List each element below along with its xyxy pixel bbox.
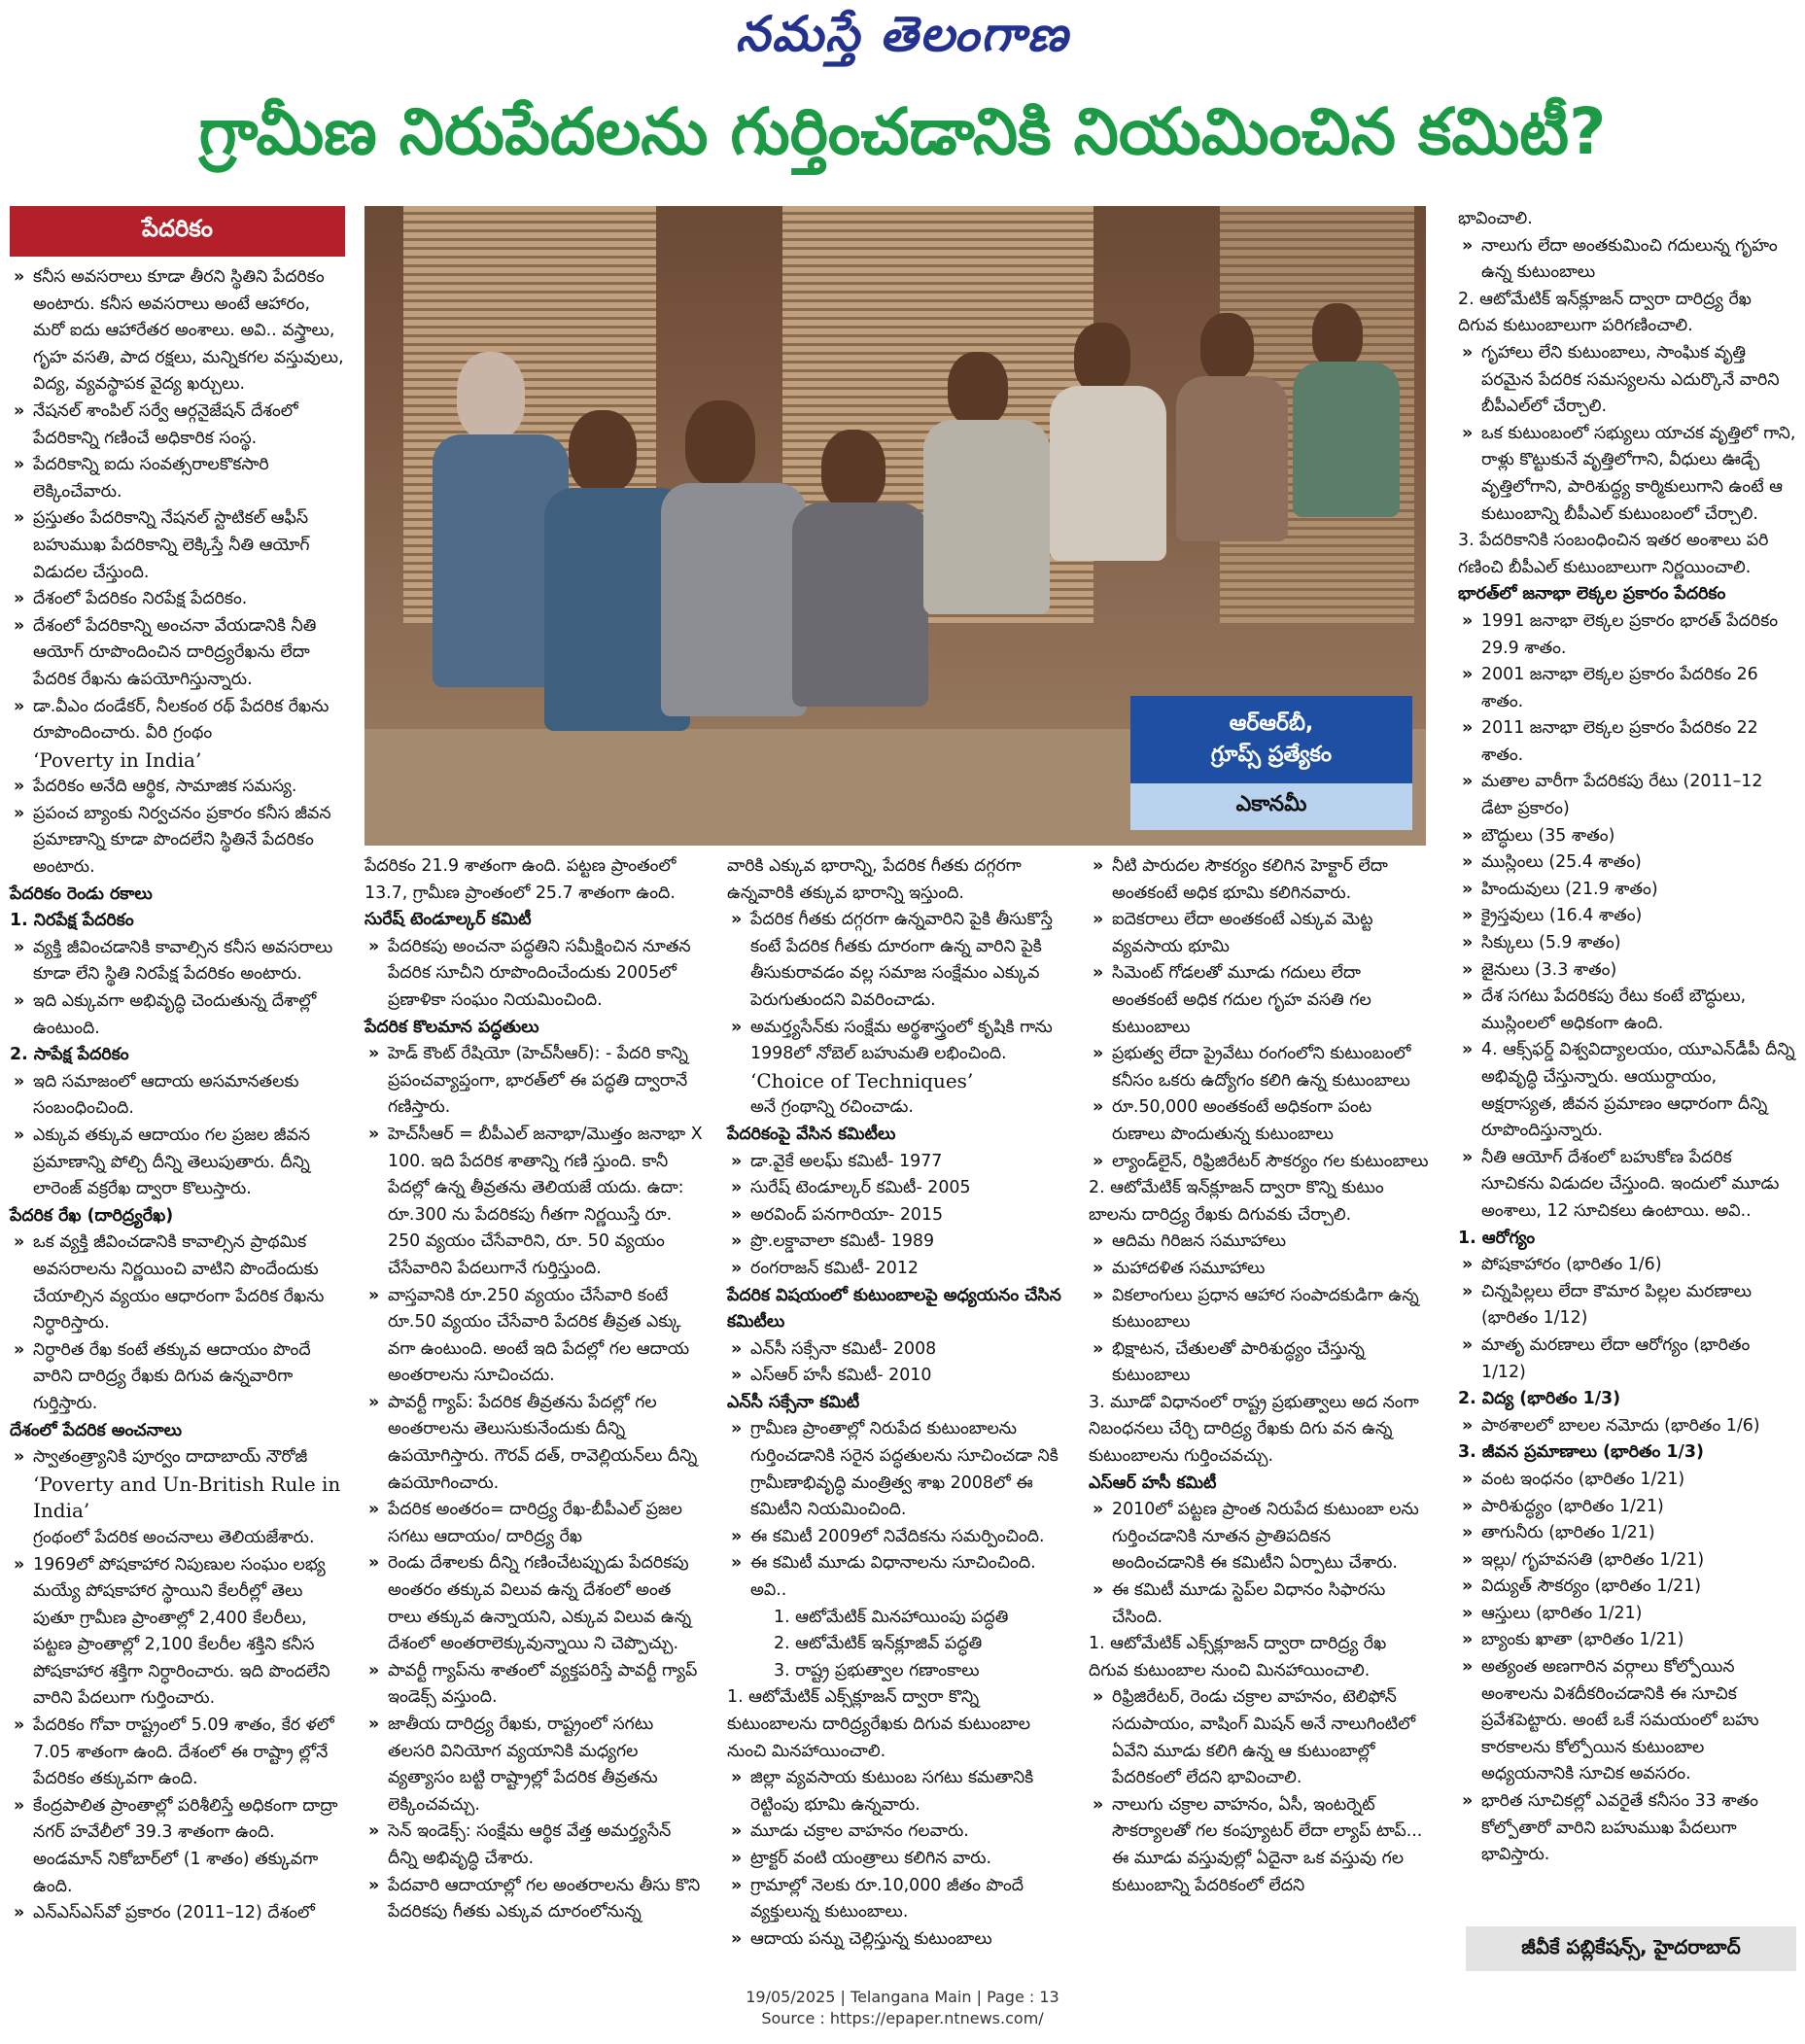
person-head: [948, 352, 1008, 426]
bullet-item: » దేశ సగటు పేదరికపు రేటు కంటే బౌద్ధులు, ముస్లింలలో అధికంగా ఉంది.: [1458, 984, 1796, 1037]
bullet-item: » ఒక వ్యక్తి జీవించడానికి కావాల్సిన ప్రాథమిక అవసరాలను నిర్ణయించి వాటిని పొందేందుకు చేయాల్సిన వ్యయం ఆధారంగా పేదరిక రేఖను నిర్ధారిస్తారు.: [10, 1230, 345, 1336]
bullet-item: » ట్రాక్టర్ వంటి యంత్రాలు కలిగిన వారు.: [727, 1846, 1067, 1873]
bullet-item: » ప్రపంచ బ్యాంకు నిర్వచనం ప్రకారం కనీస జీవన ప్రమాణాన్ని కూడా పొందలేని స్థితినే పేదరికం అంటారు.: [10, 801, 345, 882]
person-body: [1176, 376, 1288, 541]
bullet-item: » ఎస్‌ఆర్ హసీ కమిటీ- 2010: [727, 1363, 1067, 1390]
person-head: [457, 352, 525, 439]
person-body: [1293, 362, 1400, 517]
numbered-item: 3. పేదరికానికి సంబంధించిన ఇతర అంశాలు పరి గణించి బీపీఎల్ కుటుంబాలుగా నిర్ణయించాలి.: [1458, 531, 1769, 577]
bullet-item: » ఐదెకరాలు లేదా అంతకంటే ఎక్కువ మెట్ట వ్యవసాయ భూమి: [1089, 907, 1429, 960]
bullet-item: » రిఫ్రిజిరేటర్, రెండు చక్రాల వాహనం, టెలిఫోన్ సదుపాయం, వాషింగ్ మిషన్ అనే నాలుగింటిలో ఏవేని మూడు కలిగి ఉన్న ఆ కుటుంబాల్లో పేదరికంలో లేదని భావించాలి.: [1089, 1684, 1429, 1791]
bullet-item: » గ్రామాల్లో నెలకు రూ.10,000 జీతం పొందే వ్యక్తులున్న కుటుంబాలు.: [727, 1873, 1067, 1926]
subheading: 2. సాపేక్ష పేదరికం: [10, 1045, 129, 1065]
column-2: [364, 853, 705, 1926]
bullet-item: » అత్యంత అణగారిన వర్గాలు కోల్పోయిన అంశాలను విశదీకరించడానికి ఈ సూచిక ప్రవేశపెట్టారు. అంటే ఒకే సమయంలో బహు కారకాలను కోల్పోయిన కుటుంబాల అధ్యయనానికి సూచిక అవసరం.: [1458, 1654, 1796, 1788]
bullet-item: » నీటి పారుదల సౌకర్యం కలిగిన హెక్టార్ లేదా అంతకంటే అధిక భూమి కలిగినవారు.: [1089, 853, 1429, 907]
bullet-item: » డా.వీఎం దండేకర్, నీలకంఠ రథ్ పేదరిక రేఖను రూపొందించారు. వీరి గ్రంథం: [10, 694, 345, 747]
bullet-item: » పేదరికం గోవా రాష్ట్రంలో 5.09 శాతం, కేర ళలో 7.05 శాతంగా ఉంది. దేశంలో ఈ రాష్ట్రా ల్లోనే పేదరికం తక్కువగా ఉంది.: [10, 1713, 345, 1793]
paragraph: వారికి ఎక్కువ భారాన్ని, పేదరిక గీతకు దగ్గరగా ఉన్నవారికి తక్కువ భారాన్ని ఇస్తుంది.: [727, 856, 1022, 903]
subheading: పేదరిక విషయంలో కుటుంబాలపై అధ్యయనం చేసిన కమిటీలు: [727, 1285, 1061, 1333]
bullet-item: » విద్యుత్ సౌకర్యం (భారితం 1/21): [1458, 1574, 1796, 1601]
bullet-item: » ఎన్‌ఎస్‌ఎస్‌వో ప్రకారం (2011–12) దేశంలో: [10, 1900, 345, 1927]
bullet-item: » రంగరాజన్ కమిటీ- 2012: [727, 1256, 1067, 1283]
bullet-item: » మతాల వారీగా పేదరికపు రేటు (2011–12 డేటా ప్రకారం): [1458, 769, 1796, 822]
person-head: [1200, 313, 1254, 381]
numbered-subitem: 2. ఆటోమేటిక్ ఇన్‌క్లూజివ్ పద్ధతి: [774, 1634, 983, 1654]
bullet-item: » పేదరిక గీతకు దగ్గరగా ఉన్నవారిని పైకి తీసుకొస్తే కంటే పేదరిక గీతకు దూరంగా ఉన్న వారిని పైకి తీసుకురావడం వల్ల సమాజ సంక్షేమం ఎక్కువ పెరుగుతుందని వివరించాడు.: [727, 907, 1067, 1014]
tag-subject: ఎకానమీ: [1130, 783, 1412, 830]
column-3: [727, 853, 1067, 1953]
bullet-item: » చిన్నపిల్లలు లేదా కౌమార పిల్లల మరణాలు (భారితం 1/12): [1458, 1279, 1796, 1333]
bullet-item: » ఎన్‌సీ సక్సేనా కమిటీ- 2008: [727, 1336, 1067, 1364]
english-quote: ‘Choice of Techniques’: [750, 1068, 974, 1092]
person-head: [1074, 323, 1130, 393]
paragraph: పేదరికం 21.9 శాతంగా ఉంది. పట్టణ ప్రాంతంలో 13.7, గ్రామీణ ప్రాంతంలో 25.7 శాతంగా ఉంది.: [364, 856, 677, 903]
masthead: [0, 6, 1805, 74]
section-badge: పేదరికం: [10, 206, 345, 257]
text-line: గ్రంథంలో పేదరిక అంచనాలు తెలియజేశారు.: [33, 1527, 315, 1547]
bullet-item: » పేదవారి ఆదాయాల్లో గల అంతరాలను తీసు కొని పేదరికపు గీతకు ఎక్కువ దూరంలోనున్న: [364, 1873, 705, 1926]
bullet-item: » రెండు దేశాలకు దీన్ని గణించేటప్పుడు పేదరికపు అంతరం తక్కువ విలువ ఉన్న దేశంలో అంత రాలు తక్కువ ఉన్నాయని, ఎక్కువ విలువ ఉన్న దేశంలో అంతరాలెక్కువున్నాయి ని చెప్పొచ్చు.: [364, 1550, 705, 1657]
subheading: 2. విద్య (భారితం 1/3): [1458, 1389, 1621, 1409]
bullet-item: » దేశంలో పేదరికం నిరపేక్ష పేదరికం.: [10, 586, 345, 613]
subheading: పేదరికం రెండు రకాలు: [10, 883, 153, 904]
subheading: పేదరిక రేఖ (దారిద్ర్యరేఖ): [10, 1205, 174, 1226]
bullet-item: » పావర్టీ గ్యాప్‌ను శాతంలో వ్యక్తపరిస్తే పావర్టీ గ్యాప్ ఇండెక్స్ వస్తుంది.: [364, 1658, 705, 1712]
bullet-item: » మూడు చక్రాల వాహనం గలవారు.: [727, 1819, 1067, 1846]
bullet-item: » భిక్షాటన, చేతులతో పారిశుద్ధ్యం చేస్తున్న కుటుంబాలు: [1089, 1336, 1429, 1390]
bullet-item: » హెడ్ కౌంట్ రేషియో (హెచ్‌సీఆర్): - పేదరి కాన్ని ప్రపంచవ్యాప్తంగా, భారత్‌లో ఈ పద్ధతి ద్వారానే గణిస్తారు.: [364, 1041, 705, 1122]
bullet-item: » పేదరిక అంతరం= దారిద్ర్య రేఖ-బీపీఎల్ ప్రజల సగటు ఆదాయం/ దారిద్ర్య రేఖ: [364, 1497, 705, 1550]
publisher-credit: జీవీకే పబ్లికేషన్స్, హైదరాబాద్: [1466, 1926, 1796, 1971]
bullet-item: » సురేష్ టెండూల్కర్ కమిటీ- 2005: [727, 1175, 1067, 1202]
bullet-item: » ల్యాండ్‌లైన్, రిఫ్రిజిరేటర్ సౌకర్యం గల కుటుంబాలు: [1089, 1149, 1429, 1176]
bullet-item: » సెన్ ఇండెక్స్: సంక్షేమ ఆర్థిక వేత్త అమర్త్యసేన్ దీన్ని అభివృద్ధి చేశారు.: [364, 1819, 705, 1872]
bullet-item: » మహాదళిత సమూహాలు: [1089, 1256, 1429, 1283]
bullet-item: » అమర్త్యసేన్‌కు సంక్షేమ అర్థశాస్త్రంలో కృషికి గాను 1998లో నోబెల్ బహుమతి లభించింది.: [727, 1015, 1067, 1068]
subheading: పేదరికంపై వేసిన కమిటీలు: [727, 1124, 896, 1144]
bullet-item: » ప్రభుత్వ లేదా ప్రైవేటు రంగంలోని కుటుంబంలో కనీసం ఒకరు ఉద్యోగం కలిగి ఉన్న కుటుంబాలు: [1089, 1041, 1429, 1094]
bullet-item: » క్రైస్తవులు (16.4 శాతం): [1458, 903, 1796, 930]
tag-line-2: గ్రూప్స్ ప్రత్యేకం: [1210, 743, 1333, 767]
column-4: [1089, 853, 1429, 1899]
bullet-item: » 1969లో పోషకాహార నిపుణుల సంఘం లభ్య మయ్యే పోషకాహార స్థాయిని కేలరీల్లో తెలు పుతూ గ్రామీణ ప్రాంతాల్లో 2,400 కేలరీలు, పట్టణ ప్రాంతాల్లో 2,100 కేలరీల శక్తిని కనీస పోషకాహార శక్తిగా నిర్ధారించారు. ఇది పొందలేని వారిని పేదలుగా గుర్తించారు.: [10, 1552, 345, 1714]
bullet-item: » డా.వైకే అలఘ్ కమిటీ- 1977: [727, 1149, 1067, 1176]
bullet-item: » ఎక్కువ తక్కువ ఆదాయం గల ప్రజల జీవన ప్రమాణాన్ని పోల్చి దీన్ని తెలుపుతారు. దీన్ని లారెంజ్ వక్రరేఖ ద్వారా కొలుస్తారు.: [10, 1123, 345, 1203]
photo-tag: [1130, 696, 1412, 830]
bullet-item: » బౌద్ధులు (35 శాతం): [1458, 823, 1796, 850]
numbered-item: 2. ఆటోమేటిక్ ఇన్‌క్లూజన్ ద్వారా కొన్ని కుటుం బాలను దారిద్ర్య రేఖకు దిగువకు చేర్చాలి.: [1089, 1178, 1384, 1225]
numbered-subitem: 3. రాష్ట్ర ప్రభుత్వాల గణాంకాలు: [774, 1660, 980, 1680]
subheading: 1. నిరపేక్ష పేదరికం: [10, 911, 134, 931]
page-source: Source : https://epaper.ntnews.com/: [761, 2009, 1044, 2027]
newspaper-logo-title: నమస్తే తెలంగాణ: [735, 5, 1070, 62]
bullet-item: » బ్యాంకు ఖాతా (భారితం 1/21): [1458, 1627, 1796, 1654]
subheading: ఎన్‌సీ సక్సేనా కమిటీ: [727, 1392, 860, 1412]
numbered-item: 1. ఆటోమేటిక్ ఎక్స్‌క్లూజన్ ద్వారా దారిద్ర్య రేఖ దిగువ కుటుంబాల నుంచి మినహాయించాలి.: [1089, 1634, 1387, 1680]
bullet-item: » దేశంలో పేదరికాన్ని అంచనా వేయడానికి నీతి ఆయోగ్ రూపొందించిన దారిద్ర్యరేఖను లేదా పేదరిక రేఖను ఉపయోగిస్తున్నారు.: [10, 613, 345, 694]
bullet-item: » ఆదిమ గిరిజన సమూహాలు: [1089, 1229, 1429, 1256]
bullet-item: » 4. ఆక్స్‌ఫర్డ్ విశ్వవిద్యాలయం, యూఎన్‌డీపీ దీన్ని అభివృద్ధి చేస్తున్నారు. ఆయుర్దాయం, అక్షరాస్యత, జీవన ప్రమాణం ఆధారంగా దీన్ని రూపొందిస్తున్నారు.: [1458, 1037, 1796, 1144]
bullet-item: » మాతృ మరణాలు లేదా ఆరోగ్యం (భారితం 1/12): [1458, 1333, 1796, 1386]
bullet-item: » ప్రస్తుతం పేదరికాన్ని నేషనల్ స్టాటికల్ ఆఫీస్ బహుముఖ పేదరికాన్ని లెక్కిస్తే నీతి ఆయోగ్ విడుదల చేస్తుంది.: [10, 505, 345, 586]
bullet-item: » ఈ కమిటీ 2009లో నివేదికను సమర్పించింది.: [727, 1524, 1067, 1551]
bullet-item: » ఈ కమిటీ మూడు విధానాలను సూచించింది. అవి..: [727, 1550, 1067, 1604]
bullet-item: » 2010లో పట్టణ ప్రాంత నిరుపేద కుటుంబా లను గుర్తించడానికి నూతన ప్రాతిపదికన అందించడానికి ఈ కమిటీని ఏర్పాటు చేశారు.: [1089, 1497, 1429, 1577]
numbered-subitem: 1. ఆటోమేటిక్ మినహాయింపు పద్ధతి: [774, 1607, 1009, 1627]
bullet-item: » స్వాతంత్ర్యానికి పూర్వం దాదాబాయ్ నౌరోజీ: [10, 1444, 345, 1472]
bullet-item: » 1991 జనాభా లెక్కల ప్రకారం భారత్ పేదరికం 29.9 శాతం.: [1458, 608, 1796, 662]
bullet-item: » పాఠశాలలో బాలల నమోదు (భారితం 1/6): [1458, 1413, 1796, 1440]
numbered-item: 2. ఆటోమేటిక్ ఇన్‌క్లూజన్ ద్వారా దారిద్ర్య రేఖ దిగువ కుటుంబాలుగా పరిగణించాలి.: [1458, 289, 1752, 336]
paragraph: భావించాలి.: [1458, 209, 1533, 228]
person-head: [1312, 303, 1363, 367]
bullet-item: » కేంద్రపాలిత ప్రాంతాల్లో పరిశీలిస్తే అధికంగా దాద్రా నగర్ హవేలీలో 39.3 శాతంగా ఉంది. అండమాన్ నికోబార్‌లో (1 శాతం) తక్కువగా ఉంది.: [10, 1793, 345, 1900]
column-5: [1458, 206, 1796, 1869]
bullet-item: » ఒక కుటుంబంలో సభ్యులు యాచక వృత్తిలో గాని, రాళ్లు కొట్టుకునే వృత్తిలోగాని, వీధులు ఊడ్చే వృత్తిలోగాని, పారిశుద్ధ్య కార్మికులుగాని ఉంటే ఆ కుటుంబాన్ని బీపీఎల్ కుటుంబంలో చేర్చాలి.: [1458, 421, 1796, 528]
bullet-item: » నేషనల్ శాంపిల్ సర్వే ఆర్గనైజేషన్ దేశంలో పేదరికాన్ని గణించే అధికారిక సంస్థ.: [10, 398, 345, 452]
bullet-item: » వాస్తవానికి రూ.250 వ్యయం చేసేవారి కంటే రూ.50 వ్యయం చేసేవారి పేదరిక తీవ్రత ఎక్కు వగా ఉంటుంది. అంటే ఇది పేదల్లో గల ఆదాయ అంతరాలను సూచించదు.: [364, 1283, 705, 1390]
bullet-item: » గ్రామీణ ప్రాంతాల్లో నిరుపేద కుటుంబాలను గుర్తించడానికి సరైన పద్ధతులను సూచించడా నికి గ్రామీణాభివృద్ధి మంత్రిత్వ శాఖ 2008లో ఈ కమిటీని నియమించింది.: [727, 1416, 1067, 1523]
person-body: [661, 483, 807, 716]
bullet-item: » గృహాలు లేని కుటుంబాలు, సాంఘిక వృత్తి పరమైన పేదరిక సమస్యలను ఎదుర్కొనే వారిని బీపీఎల్‌లో చేర్చాలి.: [1458, 340, 1796, 421]
english-quote: ‘Poverty in India’: [33, 747, 202, 772]
person-head: [569, 410, 637, 493]
bullet-item: » నాలుగు చక్రాల వాహనం, ఏసీ, ఇంటర్నెట్ సౌకర్యాలతో గల కంప్యూటర్ లేదా ల్యాప్ టాప్... ఈ మూడు వస్తువుల్లో ఏదైనా ఒక వస్తువు గల కుటుంబాన్ని పేదరికంలో లేదని: [1089, 1792, 1429, 1899]
subheading: 1. ఆరోగ్యం: [1458, 1228, 1536, 1248]
person-head: [685, 400, 755, 486]
bullet-item: » ఇది సమాజంలో ఆదాయ అసమానతలకు సంబంధించింది.: [10, 1069, 345, 1123]
bullet-item: » పేదరికపు అంచనా పద్ధతిని సమీక్షించిన నూతన పేదరిక సూచీని రూపొందించేందుకు 2005లో ప్రణాళికా సంఘం నియమించింది.: [364, 934, 705, 1015]
tag-line-1: ఆర్‌ఆర్‌బీ,: [1229, 711, 1314, 736]
bullet-item: » హెచ్‌సీఆర్ = బీపీఎల్ జనాభా/మొత్తం జనాభా X 100. ఇది పేదరిక శాతాన్ని గణి స్తుంది. కానీ పేదల్లో ఉన్న తీవ్రతను తెలియజే యదు. ఉదా: రూ.300 ను పేదరికపు గీతగా నిర్ణయిస్తే రూ. 250 వ్యయం చేసేవారిని, రూ. 50 వ్యయం చేసేవారిని పేదలుగానే గుర్తిస్తుంది.: [364, 1122, 705, 1283]
bullet-item: » భారిత సూచికల్లో ఎవరైతే కనీసం 33 శాతం కోల్పోతారో వారిని బహుముఖ పేదలుగా భావిస్తారు.: [1458, 1788, 1796, 1869]
bullet-item: » జైనులు (3.3 శాతం): [1458, 957, 1796, 985]
person-body: [923, 420, 1050, 614]
bullet-item: » హిందువులు (21.9 శాతం): [1458, 877, 1796, 904]
person-body: [792, 502, 928, 707]
page-date-edition: 19/05/2025 | Telangana Main | Page : 13: [746, 1988, 1059, 2006]
column-1: [10, 264, 345, 1927]
numbered-item: 3. మూడో విధానంలో రాష్ట్ర ప్రభుత్వాలు అద నంగా నిబంధనలు చేర్చి దారిద్ర్య రేఖకు దిగు వన ఉన్న కుటుంబాలను గుర్తించవచ్చు.: [1089, 1392, 1419, 1467]
bullet-item: » నిర్ధారిత రేఖ కంటే తక్కువ ఆదాయం పొందే వారిని దారిద్ర్య రేఖకు దిగువ ఉన్నవారిగా గుర్తిస్తారు.: [10, 1337, 345, 1418]
bullet-item: » జాతీయ దారిద్ర్య రేఖకు, రాష్ట్రంలో సగటు తలసరి వినియోగ వ్యయానికి మధ్యగల వ్యత్యాసం బట్టి రాష్ట్రాల్లో పేదరిక తీవ్రతను లెక్కించవచ్చు.: [364, 1712, 705, 1819]
bullet-item: » పోషకాహారం (భారితం 1/6): [1458, 1252, 1796, 1279]
bullet-item: » సిమెంట్ గోడలతో మూడు గదులు లేదా అంతకంటే అధిక గదుల గృహ వసతి గల కుటుంబాలు: [1089, 960, 1429, 1041]
page-footer: [0, 1987, 1805, 2029]
bullet-item: » ప్రొ.లక్డావాలా కమిటీ- 1989: [727, 1229, 1067, 1256]
bullet-item: » 2011 జనాభా లెక్కల ప్రకారం పేదరికం 22 శాతం.: [1458, 715, 1796, 769]
person-head: [821, 430, 885, 509]
bullet-item: » పావర్టీ గ్యాప్: పేదరిక తీవ్రతను పేదల్లో గల అంతరాలను తెలుసుకునేందుకు దీన్ని ఉపయోగిస్తారు. గౌరవ్ దత్, రావెల్లియన్‌లు దీన్ని ఉపయోగించారు.: [364, 1390, 705, 1497]
bullet-item: » ఈ కమిటీ మూడు స్టెప్‌ల విధానం సిఫారసు చేసింది.: [1089, 1577, 1429, 1631]
bullet-item: » రూ.50,000 అంతకంటే అధికంగా పంట రుణాలు పొందుతున్న కుటుంబాలు: [1089, 1094, 1429, 1148]
bullet-item: » పారిశుద్ధ్యం (భారితం 1/21): [1458, 1494, 1796, 1521]
bullet-item: » నీతి ఆయోగ్ దేశంలో బహుకోణ పేదరిక సూచికను విడుదల చేస్తుంది. ఇందులో మూడు అంశాలు, 12 సూచికలు ఉంటాయి. అవి..: [1458, 1145, 1796, 1226]
bullet-item: » కనీస అవసరాలు కూడా తీరని స్థితిని పేదరికం అంటారు. కనీస అవసరాలు అంటే ఆహారం, మరో ఐదు ఆహారేతర అంశాలు. అవి.. వస్త్రాలు, గృహ వసతి, పాద రక్షలు, మన్నికగల వస్తువులు, విద్య, వ్యవస్థాపక వైద్య ఖర్చులు.: [10, 264, 345, 398]
bullet-item: » తాగునీరు (భారితం 1/21): [1458, 1520, 1796, 1547]
subheading: దేశంలో పేదరిక అంచనాలు: [10, 1420, 183, 1440]
subheading: ఎస్‌ఆర్ హసీ కమిటీ: [1089, 1472, 1217, 1493]
bullet-item: » ఇది ఎక్కువగా అభివృద్ధి చెందుతున్న దేశాల్లో ఉంటుంది.: [10, 988, 345, 1042]
bullet-item: » జిల్లా వ్యవసాయ కుటుంబ సగటు కమతానికి రెట్టింపు భూమి ఉన్నవారు.: [727, 1765, 1067, 1819]
subheading: 3. జీవన ప్రమాణాలు (భారితం 1/3): [1458, 1442, 1704, 1463]
bullet-item: » ఆదాయ పన్ను చెల్లిస్తున్న కుటుంబాలు: [727, 1926, 1067, 1954]
subheading: పేదరిక కొలమాన పద్ధతులు: [364, 1017, 539, 1037]
bullet-item: » వంట ఇంధనం (భారితం 1/21): [1458, 1467, 1796, 1494]
bullet-item: » పేదరికం అనేది ఆర్థిక, సామాజిక సమస్య.: [10, 774, 345, 801]
bullet-item: » సిక్కులు (5.9 శాతం): [1458, 930, 1796, 957]
numbered-item: 1. ఆటోమేటిక్ ఎక్స్‌క్లూజన్ ద్వారా కొన్ని కుటుంబాలను దారిద్ర్యరేఖకు దిగువ కుటుంబాల నుంచి మినహాయించాలి.: [727, 1687, 1031, 1761]
text-line: అనే గ్రంథాన్ని రచించాడు.: [750, 1097, 914, 1118]
english-quote: ‘Poverty and Un-British Rule in India’: [33, 1472, 341, 1523]
bullet-item: » వికలాంగులు ప్రధాన ఆహార సంపాదకుడిగా ఉన్న కుటుంబాలు: [1089, 1283, 1429, 1336]
bullet-item: » నాలుగు లేదా అంతకుమించి గదులున్న గృహం ఉన్న కుటుంబాలు: [1458, 233, 1796, 287]
bullet-item: » 2001 జనాభా లెక్కల ప్రకారం పేదరికం 26 శాతం.: [1458, 662, 1796, 715]
person-body: [1050, 386, 1166, 561]
bullet-item: » ఇల్లు/ గృహవసతి (భారితం 1/21): [1458, 1547, 1796, 1575]
bullet-item: » వ్యక్తి జీవించడానికి కావాల్సిన కనీస అవసరాలు కూడా లేని స్థితి నిరపేక్ష పేదరికం అంటారు.: [10, 935, 345, 988]
bullet-item: » ముస్లింలు (25.4 శాతం): [1458, 849, 1796, 877]
subheading: సురేష్ టెండూల్కర్ కమిటీ: [364, 910, 532, 930]
page-headline: గ్రామీణ నిరుపేదలను గుర్తించడానికి నియమించిన కమిటీ?: [198, 94, 1607, 169]
bullet-item: » పేదరికాన్ని ఐదు సంవత్సరాలకొకసారి లెక్కించేవారు.: [10, 452, 345, 505]
bullet-item: » ఆస్తులు (భారితం 1/21): [1458, 1601, 1796, 1628]
subheading: భారత్‌లో జనాభా లెక్కల ప్రకారం పేదరికం: [1458, 584, 1726, 605]
bullet-item: » అరవింద్ పనగారియా- 2015: [727, 1202, 1067, 1230]
